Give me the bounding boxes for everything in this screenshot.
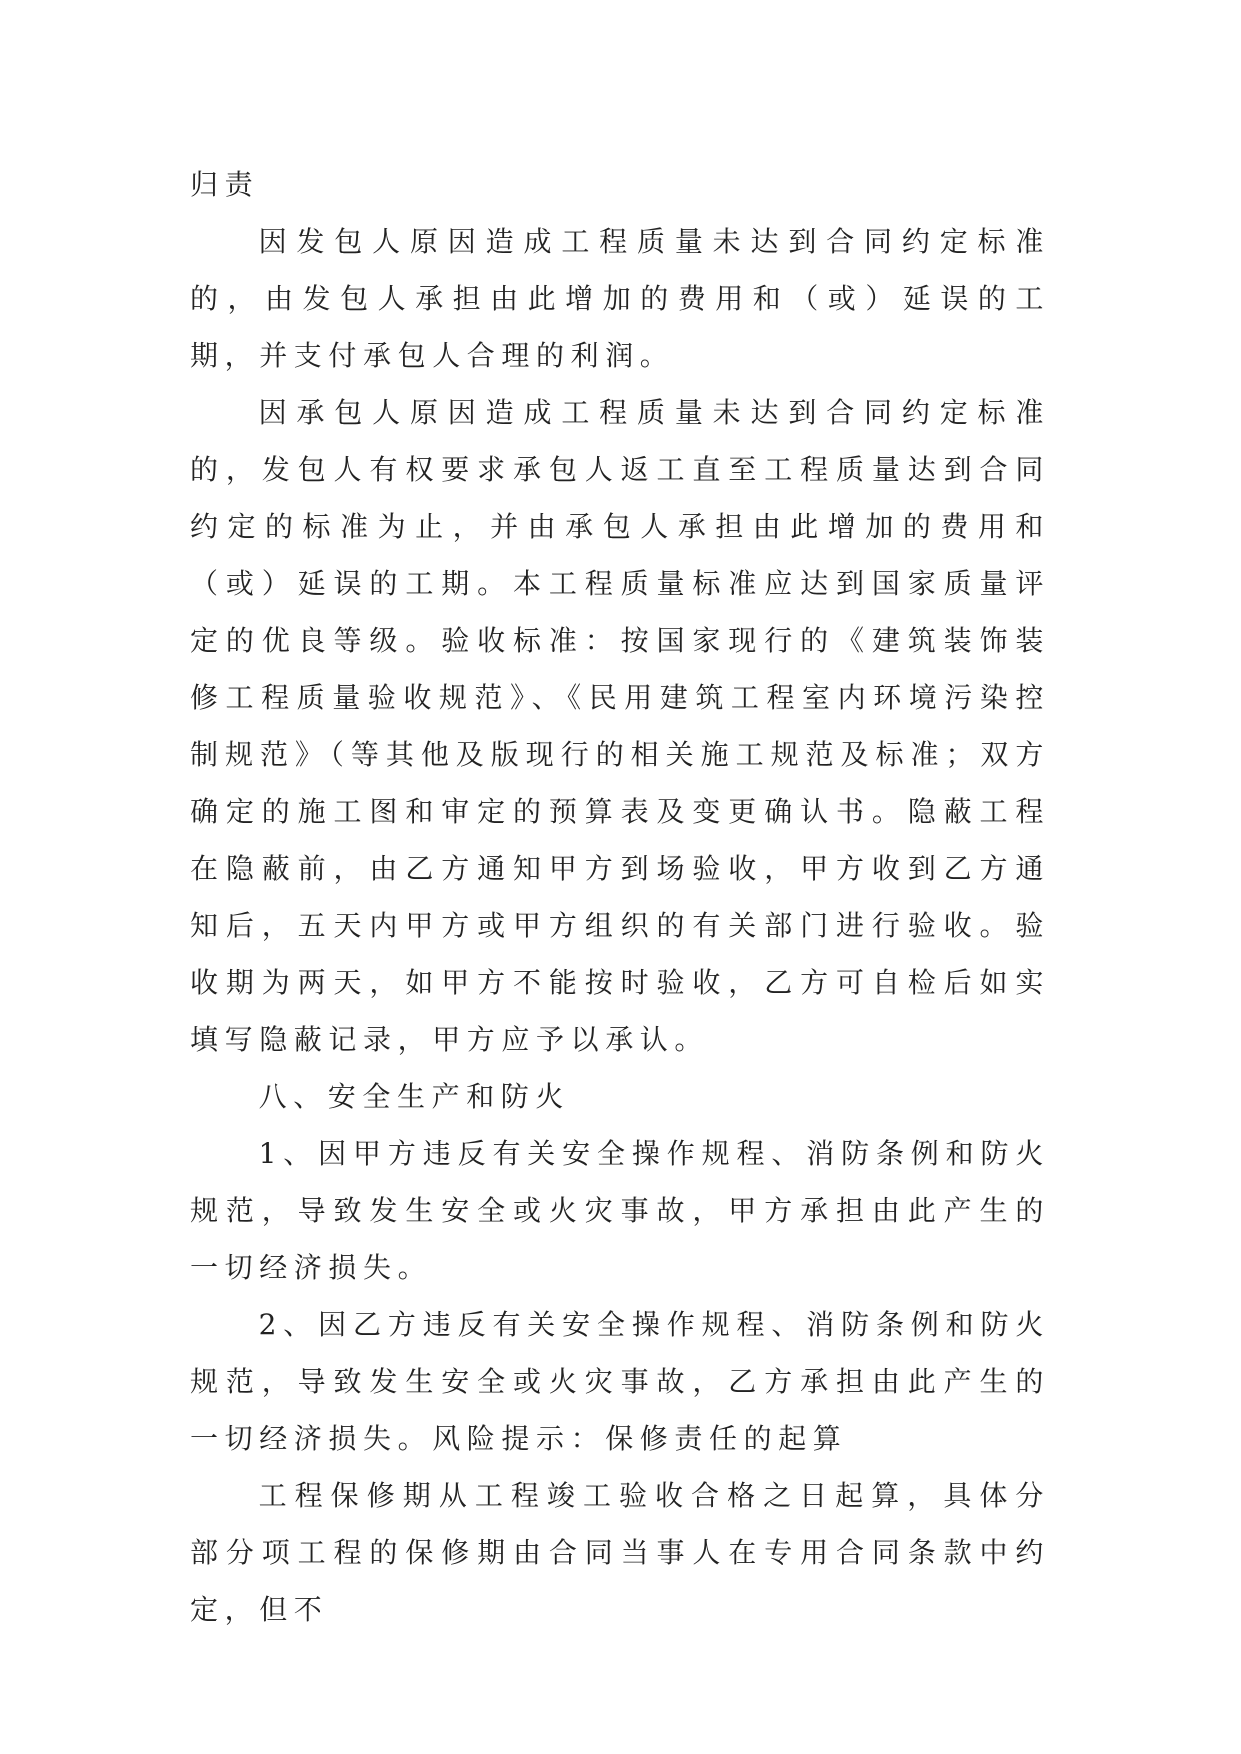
paragraph: 工程保修期从工程竣工验收合格之日起算，具体分部分项工程的保修期由合同当事人在专用合同条款中约定，但不 (190, 1479, 1050, 1626)
paragraph: 因承包人原因造成工程质量未达到合同约定标准的，发包人有权要求承包人返工直至工程质量达到合同约定的标准为止，并由承包人承担由此增加的费用和（或）延误的工期。本工程质量标准应达到国家质量评定的优良等级。验收标准：按国家现行的《建筑装饰装修工程质量验收规范》、《民用建筑工程室内环境污染控制规范》（等其他及版现行的相关施工规范及标准；双方确定的施工图和审定的预算表及变更确认书。隐蔽工程在隐蔽前，由乙方通知甲方到场验收，甲方收到乙方通知后，五天内甲方或甲方组织的有关部门进行验收。验收期为两天，如甲方不能按时验收，乙方可自检后如实填写隐蔽记录，甲方应予以承认。 (190, 396, 1050, 1056)
paragraph: 1、因甲方违反有关安全操作规程、消防条例和防火规范，导致发生安全或火灾事故，甲方承担由此产生的一切经济损失。 (190, 1137, 1050, 1284)
paragraph: 2、因乙方违反有关安全操作规程、消防条例和防火规范，导致发生安全或火灾事故，乙方承担由此产生的一切经济损失。风险提示：保修责任的起算 (190, 1308, 1050, 1455)
paragraph-heading-fragment: 归责 (190, 168, 260, 201)
section-heading: 八、安全生产和防火 (258, 1080, 570, 1113)
document-body (190, 156, 1050, 1638)
paragraph: 因发包人原因造成工程质量未达到合同约定标准的，由发包人承担由此增加的费用和（或）延误的工期，并支付承包人合理的利润。 (190, 225, 1050, 372)
